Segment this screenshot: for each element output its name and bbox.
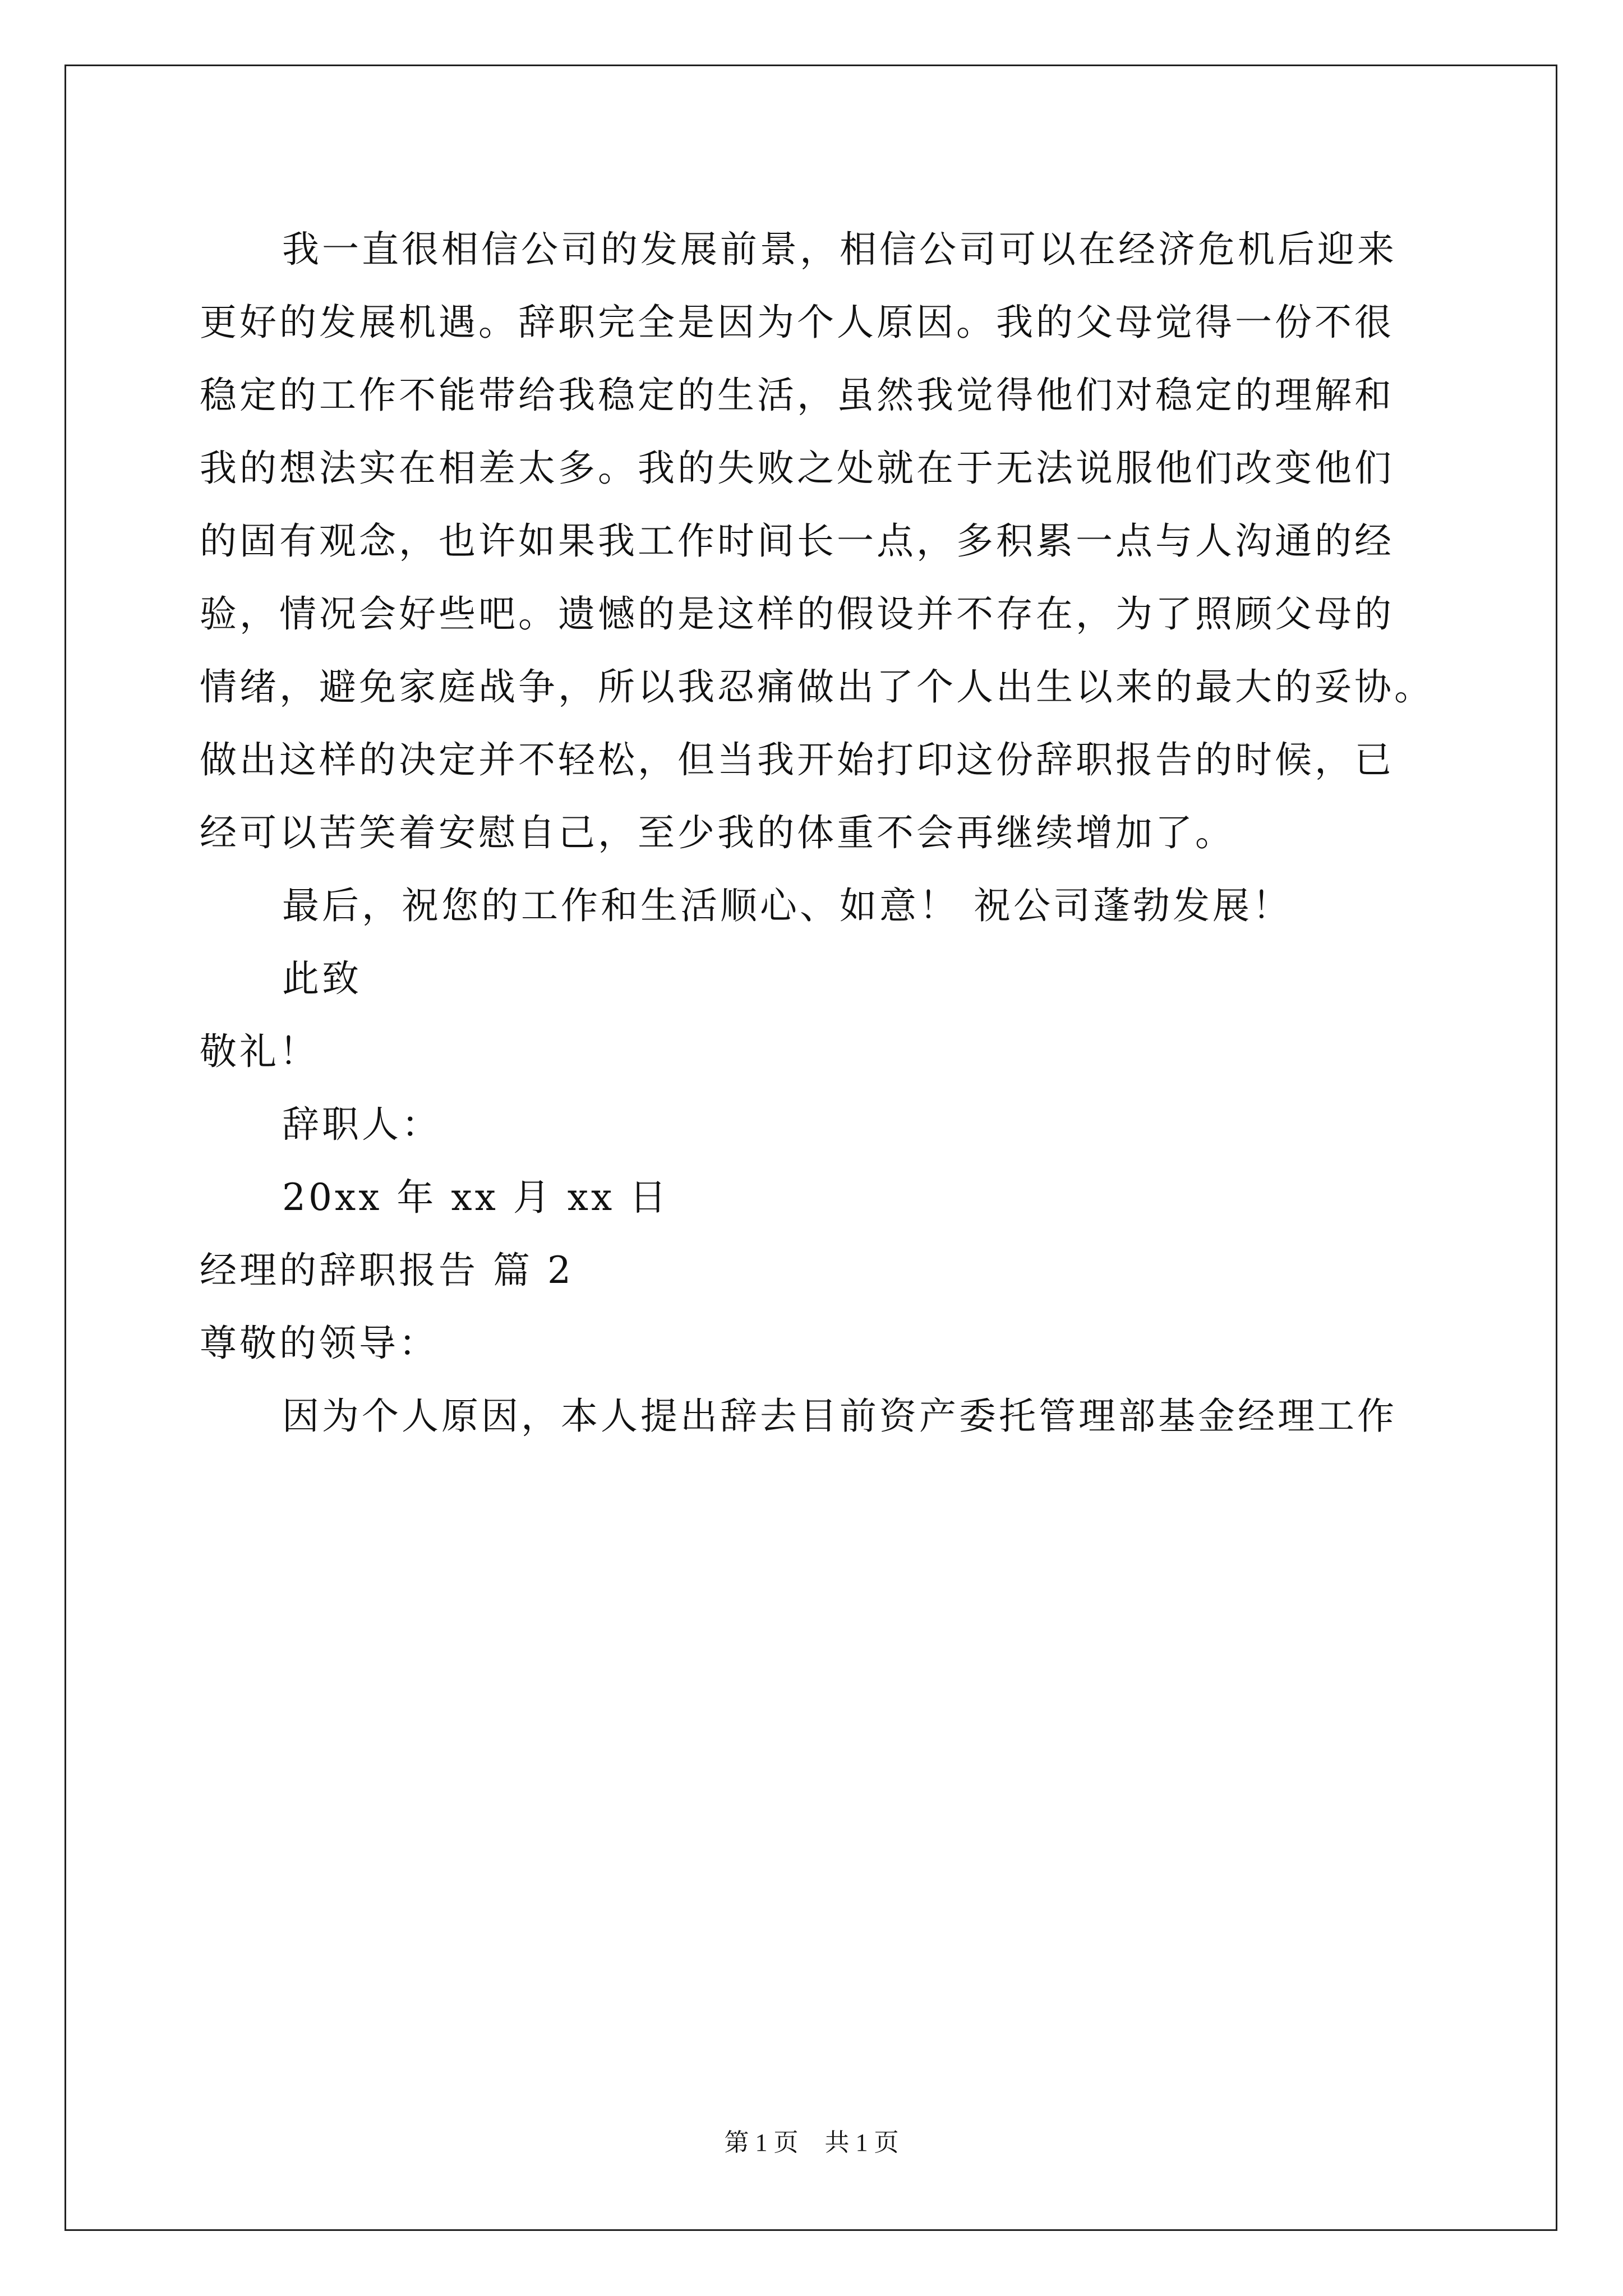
salutation-closing: 此致 <box>282 957 362 1000</box>
paragraph-line: 验，情况会好些吧。遗憾的是这样的假设并不存在，为了照顾父母的 <box>200 592 1394 636</box>
page-number: 第 1 页 <box>724 2129 799 2156</box>
paragraph-line: 经可以苦笑着安慰自己，至少我的体重不会再继续增加了。 <box>200 811 1235 854</box>
salutation-regards: 敬礼！ <box>200 1030 319 1073</box>
page-footer <box>0 2131 1623 2155</box>
paragraph-line: 我一直很相信公司的发展前景，相信公司可以在经济危机后迎来 <box>282 228 1397 271</box>
paragraph-line: 情绪，避免家庭战争，所以我忍痛做出了个人出生以来的最大的妥协。 <box>200 665 1434 708</box>
paragraph-line: 因为个人原因，本人提出辞去目前资产委托管理部基金经理工作 <box>282 1395 1397 1438</box>
paragraph-line: 的固有观念，也许如果我工作时间长一点，多积累一点与人沟通的经 <box>200 519 1394 563</box>
paragraph-line: 更好的发展机遇。辞职完全是因为个人原因。我的父母觉得一份不很 <box>200 301 1394 344</box>
paragraph-line: 稳定的工作不能带给我稳定的生活，虽然我觉得他们对稳定的理解和 <box>200 374 1394 417</box>
paragraph-line: 我的想法实在相差太多。我的失败之处就在于无法说服他们改变他们 <box>200 447 1394 490</box>
signature-label: 辞职人： <box>282 1103 441 1146</box>
page-total: 共 1 页 <box>824 2129 899 2156</box>
greeting: 尊敬的领导： <box>200 1322 439 1365</box>
section-heading: 经理的辞职报告 篇 2 <box>200 1249 574 1292</box>
date-line: 20xx 年 xx 月 xx 日 <box>282 1176 670 1219</box>
closing-wish: 最后，祝您的工作和生活顺心、如意！ 祝公司蓬勃发展！ <box>282 884 1292 927</box>
paragraph-line: 做出这样的决定并不轻松，但当我开始打印这份辞职报告的时候，已 <box>200 738 1394 781</box>
